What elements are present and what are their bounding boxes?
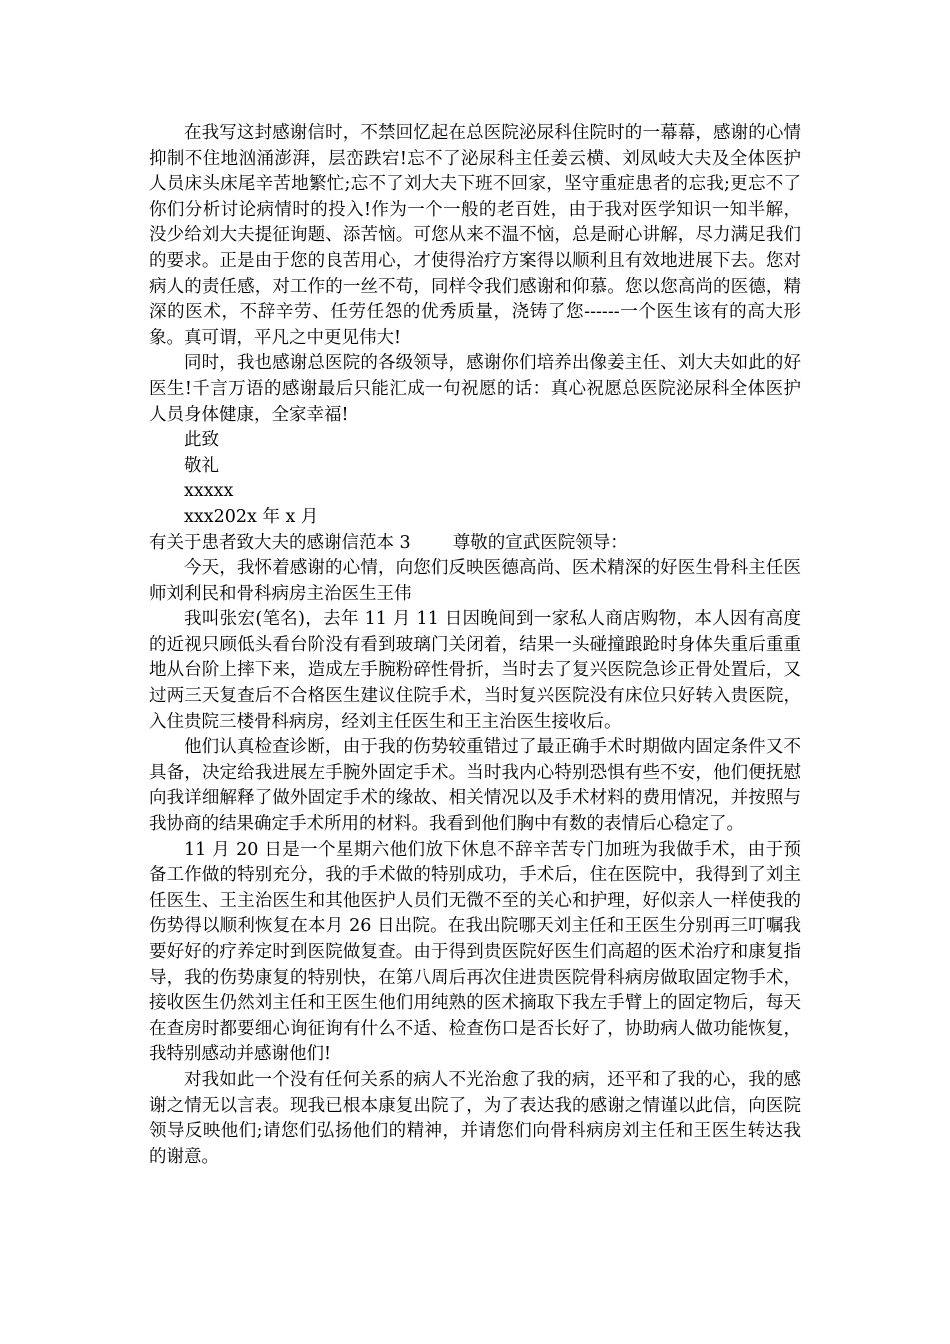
document-page [149,121,801,1170]
body-paragraph: 同时，我也感谢总医院的各级领导，感谢你们培养出像姜主任、刘大夫如此的好医生!千言万语的感谢最后只能汇成一句祝愿的话：真心祝愿总医院泌尿科全体医护人员身体健康，全家幸福! [149,353,801,425]
closing-greeting: 此致 [184,430,219,451]
letter-paragraph: 11 月 20 日是一个星期六他们放下休息不辞辛苦专门加班为我做手术，由于预备工作做的特别充分，我的手术做的特别成功，手术后，住在医院中，我得到了刘主任医生、王主治医生和其他医护人员们无微不至的关心和护理，好似亲人一样使我的伤势得以顺利恢复在本月 26 日出院。在我出院哪天刘主任和王医生分别再三叮嘱我要好好的疗养定时到医院做复查。由于得到贵医院好医生们高超的医术治疗和康复指导，我的伤势康复的特别快，在第八周后再次住进贵医院骨科病房做取固定物手术，接收医生仍然刘主任和王医生他们用纯熟的医术摘取下我左手臂上的固定物后，每天在查房时都要细心询征询有什么不适、检查伤口是否长好了，协助病人做功能恢复，我特别感动并感谢他们! [149,839,801,1065]
section-heading [149,531,801,557]
letter-paragraph: 对我如此一个没有任何关系的病人不光治愈了我的病，还平和了我的心，我的感谢之情无以言表。现我已根本康复出院了，为了表达我的感谢之情谨以此信，向医院领导反映他们;请您们弘扬他们的精神，并请您们向骨科病房刘主任和王医生转达我的谢意。 [149,1069,801,1167]
body-paragraph: 在我写这封感谢信时，不禁回忆起在总医院泌尿科住院时的一幕幕，感谢的心情抑制不住地汹涌澎湃，层峦跌宕!忘不了泌尿科主任姜云横、刘凤岐大夫及全体医护人员床头床尾辛苦地繁忙;忘不了刘大夫下班不回家，坚守重症患者的忘我;更忘不了你们分析讨论病情时的投入!作为一个一般的老百姓，由于我对医学知识一知半解，没少给刘大夫提征询题、添苦恼。可您从来不温不恼，总是耐心讲解，尽力满足我们的要求。正是由于您的良苦用心，才使得治疗方案得以顺利且有效地进展下去。您对病人的责任感，对工作的一丝不苟，同样令我们感谢和仰慕。您以您高尚的医德，精深的医术，不辞辛劳、任劳任怨的优秀质量，浇铸了您------一个医生该有的高大形象。真可谓，平凡之中更见伟大! [149,123,801,348]
letter-paragraph: 今天，我怀着感谢的心情，向您们反映医德高尚、医术精深的好医生骨科主任医师刘利民和骨科病房主治医生王伟 [149,558,801,604]
section-title: 有关于患者致大夫的感谢信范本 3 [149,532,411,553]
letter-paragraph: 我叫张宏(笔名)，去年 11 月 11 日因晚间到一家私人商店购物，本人因有高度的近视只顾低头看台阶没有看到玻璃门关闭着，结果一头碰撞踉跄时身体失重后重重地从台阶上摔下来，造成左手腕粉碎性骨折，当时去了复兴医院急诊正骨处置后，又过两三天复查后不合格医生建议住院手术，当时复兴医院没有床位只好转入贵医院，入住贵院三楼骨科病房，经刘主任医生和王主治医生接收后。 [149,609,801,732]
closing-salute: 敬礼 [184,455,219,476]
letter-date: xxx202x 年 x 月 [184,506,319,527]
letter-salutation: 尊敬的宣武医院领导： [452,532,628,553]
letter-paragraph: 他们认真检查诊断，由于我的伤势较重错过了最正确手术时期做内固定条件又不具备，决定给我进展左手腕外固定手术。当时我内心特别恐惧有些不安，他们便抚慰向我详细解释了做外固定手术的缘故、相关情况以及手术材料的费用情况，并按照与我协商的结果确定手术所用的材料。我看到他们胸中有数的表情后心稳定了。 [149,737,801,835]
signature: xxxxx [184,481,234,502]
